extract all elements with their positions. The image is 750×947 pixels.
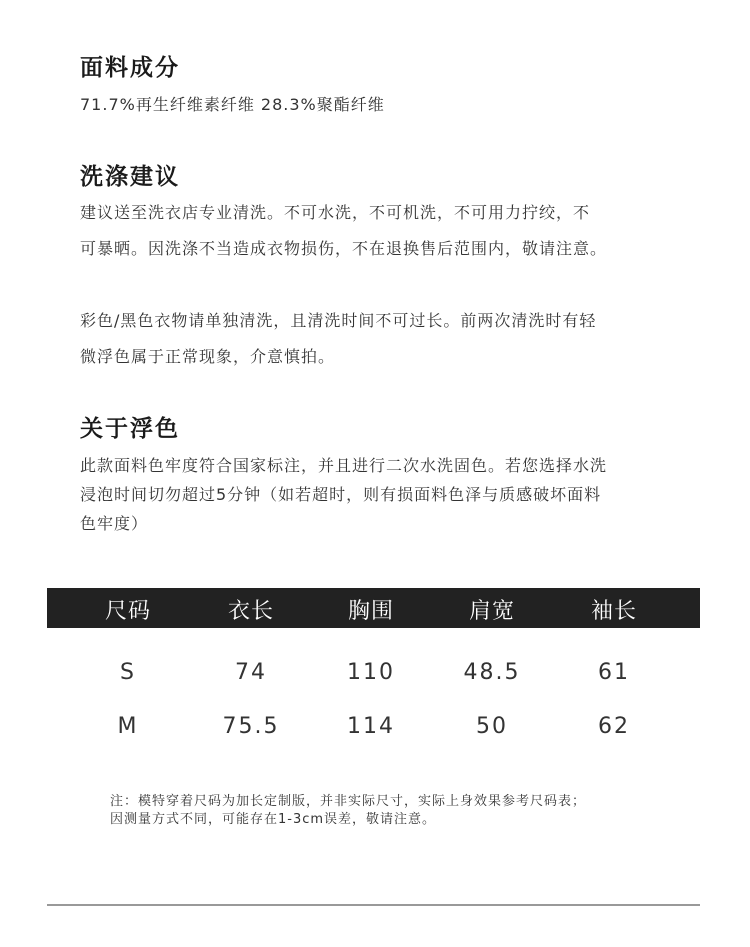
header-shoulder: 肩宽 [468,599,516,624]
header-size: 尺码 [104,599,152,624]
bottom-divider [47,904,700,906]
size-table-header [47,588,700,628]
washing-line-1: 建议送至洗衣店专业清洗。不可水洗，不可机洗，不可用力拧绞，不 [80,203,591,222]
header-sleeve: 袖长 [590,599,638,624]
cell-shoulder: 50 [476,714,508,739]
cell-size: M [117,714,139,739]
table-row [47,660,700,690]
header-length: 衣长 [227,599,275,624]
cell-sleeve: 61 [598,660,630,685]
color-fade-line-1: 此款面料色牢度符合国家标注，并且进行二次水洗固色。若您选择水洗 [80,456,608,475]
fabric-content: 71.7%再生纤维素纤维 28.3%聚酯纤维 [80,95,385,114]
cell-length: 75.5 [222,714,280,739]
note-line-1: 注：模特穿着尺码为加长定制版，并非实际尺寸，实际上身效果参考尺码表； [110,794,587,809]
washing-line-3: 彩色/黑色衣物请单独清洗，且清洗时间不可过长。前两次清洗时有轻 [80,311,597,330]
table-row [47,714,700,744]
fabric-title: 面料成分 [80,55,180,81]
cell-length: 74 [235,660,267,685]
cell-size: S [120,660,136,685]
cell-shoulder: 48.5 [463,660,521,685]
note-line-2: 因测量方式不同，可能存在1-3cm误差，敬请注意。 [110,812,437,827]
color-fade-line-3: 色牢度） [80,514,149,533]
washing-title: 洗涤建议 [80,164,180,190]
washing-line-4: 微浮色属于正常现象，介意慎拍。 [80,347,336,366]
color-fade-title: 关于浮色 [80,416,180,442]
color-fade-line-2: 浸泡时间切勿超过5分钟（如若超时，则有损面料色泽与质感破坏面料 [80,485,602,504]
cell-chest: 110 [347,660,395,685]
cell-sleeve: 62 [598,714,630,739]
cell-chest: 114 [347,714,395,739]
washing-line-2: 可暴晒。因洗涤不当造成衣物损伤，不在退换售后范围内，敬请注意。 [80,239,608,258]
header-chest: 胸围 [347,599,395,624]
